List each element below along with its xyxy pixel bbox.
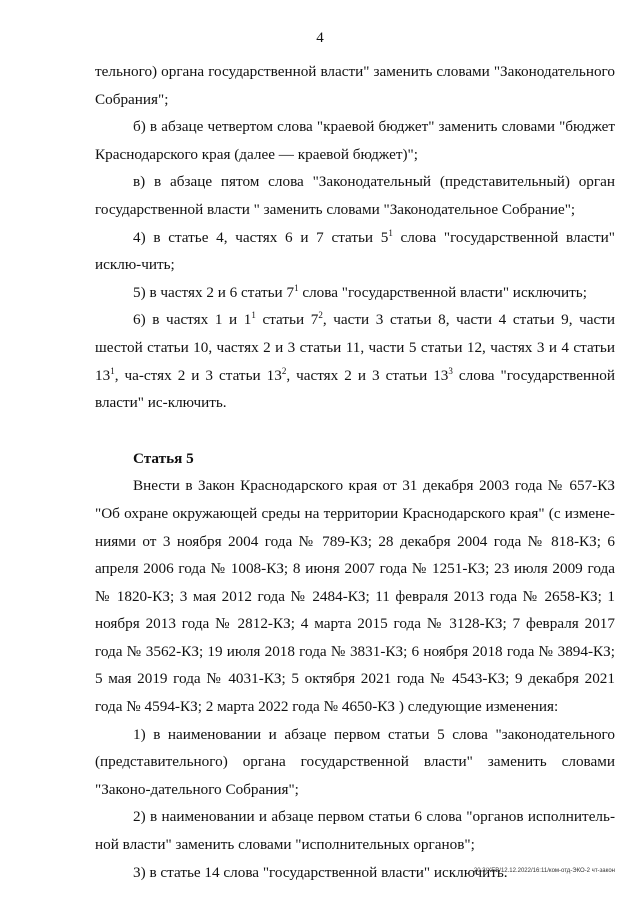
superscript: 2 — [318, 310, 323, 321]
paragraph — [95, 58, 615, 113]
text-run: , частях 2 и 3 статьи 13 — [286, 366, 449, 384]
text-run: , части 3 статьи 8, части 4 статьи 9, части шестой статьи 10, частях 2 и 3 статьи 11, части 5 статьи 12, частях 3 и 4 статьи 13 — [95, 311, 616, 384]
paragraph — [95, 306, 615, 416]
superscript: 1 — [110, 365, 115, 376]
superscript: 2 — [281, 365, 287, 376]
page-number: 4 — [316, 30, 324, 46]
text-run: слова "государственной власти" ис-ключить. — [95, 366, 615, 412]
article-text — [95, 472, 615, 886]
superscript: 3 — [448, 365, 453, 376]
paragraph — [95, 279, 615, 307]
document-footer: 20.3/ХЕВ/12.12.2022/16:11/ком-отд-ЭКО-2 чт-закон — [473, 868, 615, 874]
text-run: 6) в частях 1 и 1 — [133, 311, 252, 329]
superscript: 1 — [294, 282, 299, 293]
text-run: , ча-стях 2 и 3 статьи 13 — [114, 366, 282, 384]
paragraph — [95, 803, 615, 858]
text-run: статьи 7 — [255, 311, 319, 329]
paragraph — [95, 224, 615, 279]
paragraph — [95, 472, 615, 720]
text-run: 1) в наименовании и абзаце первом статьи 5 слова "законодательного (представительного) органа государственной власти" заменить словами "Законо-дательного Собрания"; — [95, 725, 615, 798]
text-run: 2) в наименовании и абзаце первом статьи 6 слова "органов исполнитель-ной власти" заменить словами "исполнительных органов"; — [95, 808, 615, 854]
text-run: 3) в статье 14 слова "государственной власти" исключить. — [133, 863, 508, 881]
text-run: 4) в статье 4, частях 6 и 7 статьи 5 — [133, 228, 389, 246]
text-run: слова "государственной власти" исключить; — [298, 283, 587, 301]
text-run: слова "государственной власти" исклю-чить; — [95, 228, 616, 274]
text-run: Внести в Закон Краснодарского края от 31 декабря 2003 года № 657-КЗ "Об охране окружающей среды на территории Краснодарского края" (с измене-ниями от 3 ноября 2004 года № 789-КЗ; 28 декабря 2004 года № 818-КЗ; 6 апреля 2006 года № 1008-КЗ; 8 июня 2007 года № 1251-КЗ; 23 июля 2009 года № 1820-КЗ; 3 мая 2012 года № 2484-КЗ; 11 февраля 2013 года № 2658-КЗ; 1 ноября 2013 года № 2812-КЗ; 4 марта 2015 года № 3128-КЗ; 7 февраля 2017 года № 3562-КЗ; 19 июля 2018 года № 3831-КЗ; 6 ноября 2018 года № 3894-КЗ; 5 мая 2019 года № 4031-КЗ; 5 октября 2021 года № 4543-КЗ; 9 декабря 2021 года № 4594-КЗ; 2 марта 2022 года № 4650-КЗ ) следующие изменения: — [95, 477, 615, 716]
paragraph — [95, 168, 615, 223]
text-run: 5) в частях 2 и 6 статьи 7 — [133, 283, 295, 301]
document-body — [95, 58, 615, 886]
amendments-list — [95, 58, 615, 417]
superscript: 1 — [388, 227, 393, 238]
superscript: 1 — [251, 310, 256, 321]
text-run: тельного) органа государственной власти" заменить словами "Законодательного Собрания"; — [95, 63, 615, 108]
text-run: в) в абзаце пятом слова "Законодательный (представительный) орган государственной власти " заменить словами "Законодательное Собрание"; — [95, 173, 615, 218]
article-heading: Статья 5 — [133, 449, 194, 467]
text-run: б) в абзаце четвертом слова "краевой бюджет" заменить словами "бюджет Краснодарского края (далее — краевой бюджет)"; — [95, 118, 615, 163]
paragraph — [95, 721, 615, 804]
paragraph — [95, 113, 615, 168]
